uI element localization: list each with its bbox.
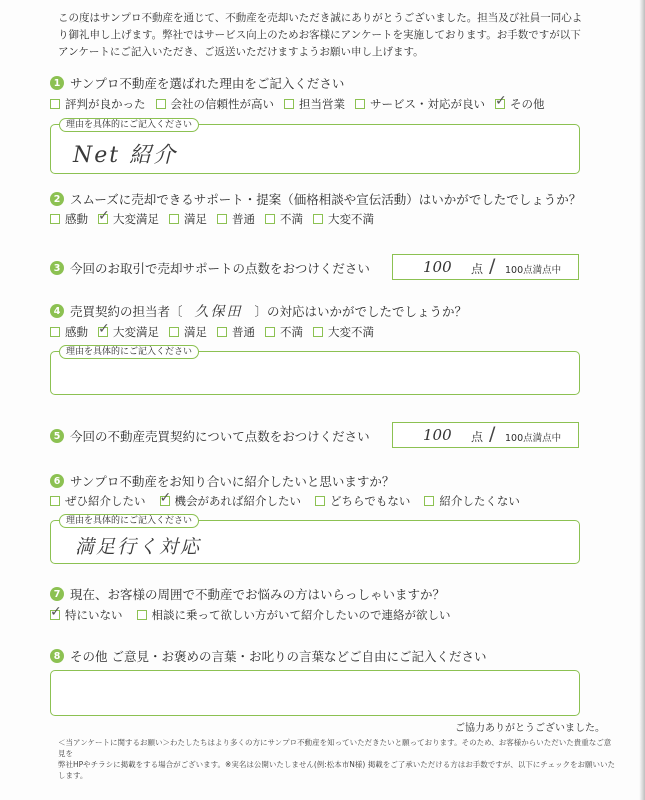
handwritten-score: 100 <box>423 258 452 276</box>
paper-edge-shadow <box>639 0 645 800</box>
intro-text <box>58 10 618 61</box>
question-title: 〕の対応はいかがでしたでしょうか？ <box>254 304 468 319</box>
check-mark-icon: ✓ <box>495 93 507 109</box>
checkbox[interactable] <box>315 496 325 506</box>
option-label: 不満 <box>280 212 303 226</box>
option[interactable] <box>355 96 485 112</box>
footer-note <box>58 737 618 781</box>
footer-line: ＜当アンケートに関するお願い＞わたしたちはより多くの方にサンプロ不動産を知っていただきたいと願っております。そのため、お客様からいただいた貴重なご意見を <box>58 738 612 758</box>
option[interactable] <box>98 208 159 227</box>
option[interactable] <box>265 324 303 340</box>
handwritten-answer: 満足行く対応 <box>75 536 202 558</box>
checkbox-checked[interactable] <box>50 604 62 620</box>
option-label: 普通 <box>232 212 255 226</box>
option-label: 感動 <box>65 212 88 226</box>
checkbox[interactable] <box>217 327 227 337</box>
checkbox[interactable] <box>50 214 60 224</box>
check-mark-icon: ✓ <box>98 321 110 337</box>
checkbox[interactable] <box>156 99 166 109</box>
checkbox[interactable] <box>50 327 60 337</box>
question-7-options <box>50 604 461 623</box>
question-title: 今回の不動産売買契約について点数をおつけください <box>70 429 370 444</box>
question-number: 3 <box>50 261 64 275</box>
option[interactable] <box>424 493 520 509</box>
checkbox[interactable] <box>313 214 323 224</box>
question-5-score-box[interactable] <box>392 422 579 448</box>
option-label: 会社の信頼性が高い <box>170 97 274 111</box>
question-title: サンプロ不動産をお知り合いに紹介したいと思いますか？ <box>70 474 395 489</box>
handwritten-manager-name: 久保田 <box>194 304 243 320</box>
option-label: 大変満足 <box>113 212 159 226</box>
option-label: 普通 <box>232 325 255 339</box>
option-label: ぜひ紹介したい <box>65 494 146 508</box>
option[interactable] <box>159 490 302 509</box>
checkbox[interactable] <box>424 496 434 506</box>
checkbox[interactable] <box>50 496 60 506</box>
option[interactable] <box>169 211 207 227</box>
slash-divider: / <box>489 255 496 277</box>
option[interactable] <box>313 324 374 340</box>
checkbox[interactable] <box>50 99 60 109</box>
checkbox[interactable] <box>137 610 147 620</box>
question-title: スムーズに売却できるサポート・提案（価格相談や宣伝活動）はいかがでしたでしょうか？ <box>70 192 582 207</box>
check-mark-icon: ✓ <box>50 604 62 620</box>
intro-line: り御礼申し上げます。弊社ではサービス向上のためお客様にアンケートを実施しております。お手数ですが以下 <box>58 29 581 41</box>
question-number: 2 <box>50 192 64 206</box>
score-unit: 点 <box>471 262 484 276</box>
question-number: 1 <box>50 76 64 90</box>
question-8-comment-box[interactable] <box>50 670 580 716</box>
option[interactable] <box>315 493 410 509</box>
option-label: 大変不満 <box>328 325 374 339</box>
option-label: 大変満足 <box>113 325 159 339</box>
option-label: 紹介したくない <box>439 494 520 508</box>
option[interactable] <box>495 93 545 112</box>
question-3-heading <box>50 259 370 277</box>
option-label: その他 <box>510 97 545 111</box>
question-number: 6 <box>50 474 64 488</box>
intro-line: アンケートにご記入いただき、ご返送いただけますようお願い申し上げます。 <box>58 46 424 58</box>
reason-box-label: 理由を具体的にご記入ください <box>59 345 199 359</box>
option[interactable] <box>50 324 88 340</box>
question-4-options <box>50 321 384 340</box>
option[interactable] <box>284 96 345 112</box>
footer-line: 弊社HPやチラシに掲載をする場合がございます。※実名は公開いたしません(例:松本市N様) 掲載をご了承いただける方はお手数ですが、以下にチェックをお願いいたします。 <box>58 760 615 780</box>
question-8-heading <box>50 647 486 665</box>
checkbox[interactable] <box>313 327 323 337</box>
option-label: 評判が良かった <box>65 97 146 111</box>
reason-box-label: 理由を具体的にご記入ください <box>59 514 199 528</box>
question-1-heading <box>50 74 344 92</box>
question-number: 5 <box>50 429 64 443</box>
option-label: 不満 <box>280 325 303 339</box>
option[interactable] <box>313 211 374 227</box>
score-max: 100点満点中 <box>505 433 562 444</box>
question-4-reason-box[interactable] <box>50 347 580 395</box>
option-label: どちらでもない <box>330 494 411 508</box>
question-4-heading <box>50 302 467 320</box>
check-mark-icon: ✓ <box>98 208 110 224</box>
question-3-score-box[interactable] <box>392 254 579 280</box>
checkbox-checked[interactable] <box>495 93 507 109</box>
checkbox[interactable] <box>169 214 179 224</box>
option[interactable] <box>50 604 123 623</box>
option-label: 大変不満 <box>328 212 374 226</box>
checkbox[interactable] <box>284 99 294 109</box>
question-title: 売買契約の担当者〔 <box>70 304 183 319</box>
question-title: その他 ご意見・お褒めの言葉・お叱りの言葉などご自由にご記入ください <box>70 649 487 664</box>
question-6-heading <box>50 472 394 490</box>
option[interactable] <box>50 493 146 509</box>
slash-divider: / <box>489 423 496 445</box>
score-unit: 点 <box>471 430 484 444</box>
handwritten-score: 100 <box>423 426 452 444</box>
question-1-reason-box[interactable] <box>50 120 580 174</box>
option[interactable] <box>50 96 146 112</box>
question-number: 7 <box>50 587 64 601</box>
option-label: 相談に乗って欲しい方がいて紹介したいので連絡が欲しい <box>151 608 451 622</box>
option[interactable] <box>217 211 255 227</box>
question-title: サンプロ不動産を選ばれた理由をご記入ください <box>70 76 345 91</box>
question-number: 4 <box>50 304 64 318</box>
question-title: 今回のお取引で売却サポートの点数をおつけください <box>70 261 370 276</box>
option-label: 担当営業 <box>299 97 345 111</box>
option[interactable] <box>137 607 451 623</box>
option[interactable] <box>156 96 275 112</box>
option-label: 満足 <box>184 325 207 339</box>
question-title: 現在、お客様の周囲で不動産でお悩みの方はいらっしゃいますか？ <box>70 587 446 602</box>
checkbox-checked[interactable] <box>98 321 110 337</box>
thanks-text: ご協力ありがとうございました。 <box>455 723 605 734</box>
question-7-heading <box>50 585 445 603</box>
option-label: 感動 <box>65 325 88 339</box>
option-label: 満足 <box>184 212 207 226</box>
checkbox-checked[interactable] <box>159 490 172 506</box>
question-1-options <box>50 93 555 112</box>
question-2-options <box>50 208 384 227</box>
intro-line: この度はサンプロ不動産を通じて、不動産を売却いただき誠にありがとうございました。担当及び社員一同心よ <box>58 12 583 24</box>
option-label: サービス・対応が良い <box>370 97 485 111</box>
question-6-options <box>50 490 530 509</box>
option[interactable] <box>169 324 207 340</box>
reason-box-label: 理由を具体的にご記入ください <box>59 118 199 132</box>
option[interactable] <box>265 211 303 227</box>
checkbox[interactable] <box>355 99 365 109</box>
option-label: 機会があれば紹介したい <box>174 494 301 508</box>
question-5-heading <box>50 427 370 445</box>
question-6-reason-box[interactable] <box>50 516 580 564</box>
checkbox[interactable] <box>217 214 227 224</box>
option-label: 特にいない <box>65 608 123 622</box>
option[interactable] <box>217 324 255 340</box>
question-number: 8 <box>50 649 64 663</box>
question-2-heading <box>50 190 581 208</box>
checkbox[interactable] <box>265 214 275 224</box>
checkbox[interactable] <box>169 327 179 337</box>
handwritten-answer: Net 紹介 <box>73 143 178 168</box>
option[interactable] <box>98 321 159 340</box>
checkbox-checked[interactable] <box>98 208 110 224</box>
option[interactable] <box>50 211 88 227</box>
score-max: 100点満点中 <box>505 265 562 276</box>
check-mark-icon: ✓ <box>159 490 172 506</box>
checkbox[interactable] <box>265 327 275 337</box>
